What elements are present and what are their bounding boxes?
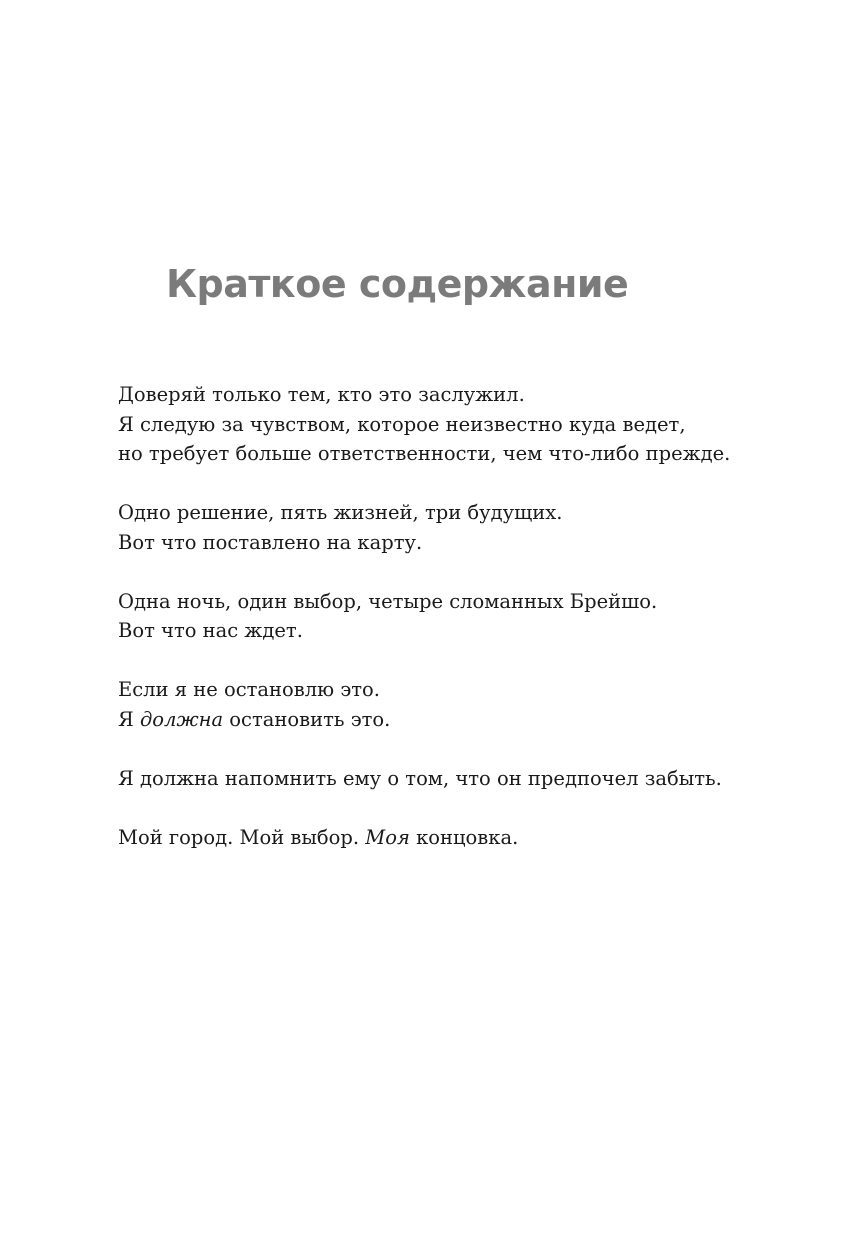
text-line: Доверяй только тем, кто это заслужил.	[118, 383, 525, 406]
stanza-5	[118, 764, 758, 794]
text-fragment: Я	[118, 707, 140, 731]
text-line: Одна ночь, один выбор, четыре сломанных Брейшо.	[118, 589, 658, 613]
text-line: Вот что поставлено на карту.	[118, 530, 423, 554]
text-fragment: остановить это.	[223, 707, 391, 731]
text-line	[118, 705, 758, 735]
text-line: Я следую за чувством, которое неизвестно куда ведет,	[118, 412, 686, 436]
emphasized-word: Моя	[365, 825, 410, 849]
text-line: Я должна напомнить ему о том, что он предпочел забыть.	[118, 766, 722, 790]
text-fragment: Мой город. Мой выбор.	[118, 825, 366, 849]
page-title: Краткое содержание	[166, 262, 629, 306]
summary-text	[118, 380, 758, 882]
stanza-2	[118, 498, 758, 557]
text-fragment: концовка.	[409, 825, 519, 849]
text-line	[118, 823, 758, 853]
emphasized-word: должна	[139, 707, 224, 731]
text-line: Одно решение, пять жизней, три будущих.	[118, 501, 563, 524]
text-line: Вот что нас ждет.	[118, 619, 303, 642]
text-line: но требует больше ответственности, чем что-либо прежде.	[118, 442, 731, 465]
stanza-1	[118, 380, 758, 469]
text-line: Если я не остановлю это.	[118, 678, 380, 701]
stanza-3	[118, 587, 758, 646]
stanza-4	[118, 675, 758, 734]
stanza-6	[118, 823, 758, 853]
